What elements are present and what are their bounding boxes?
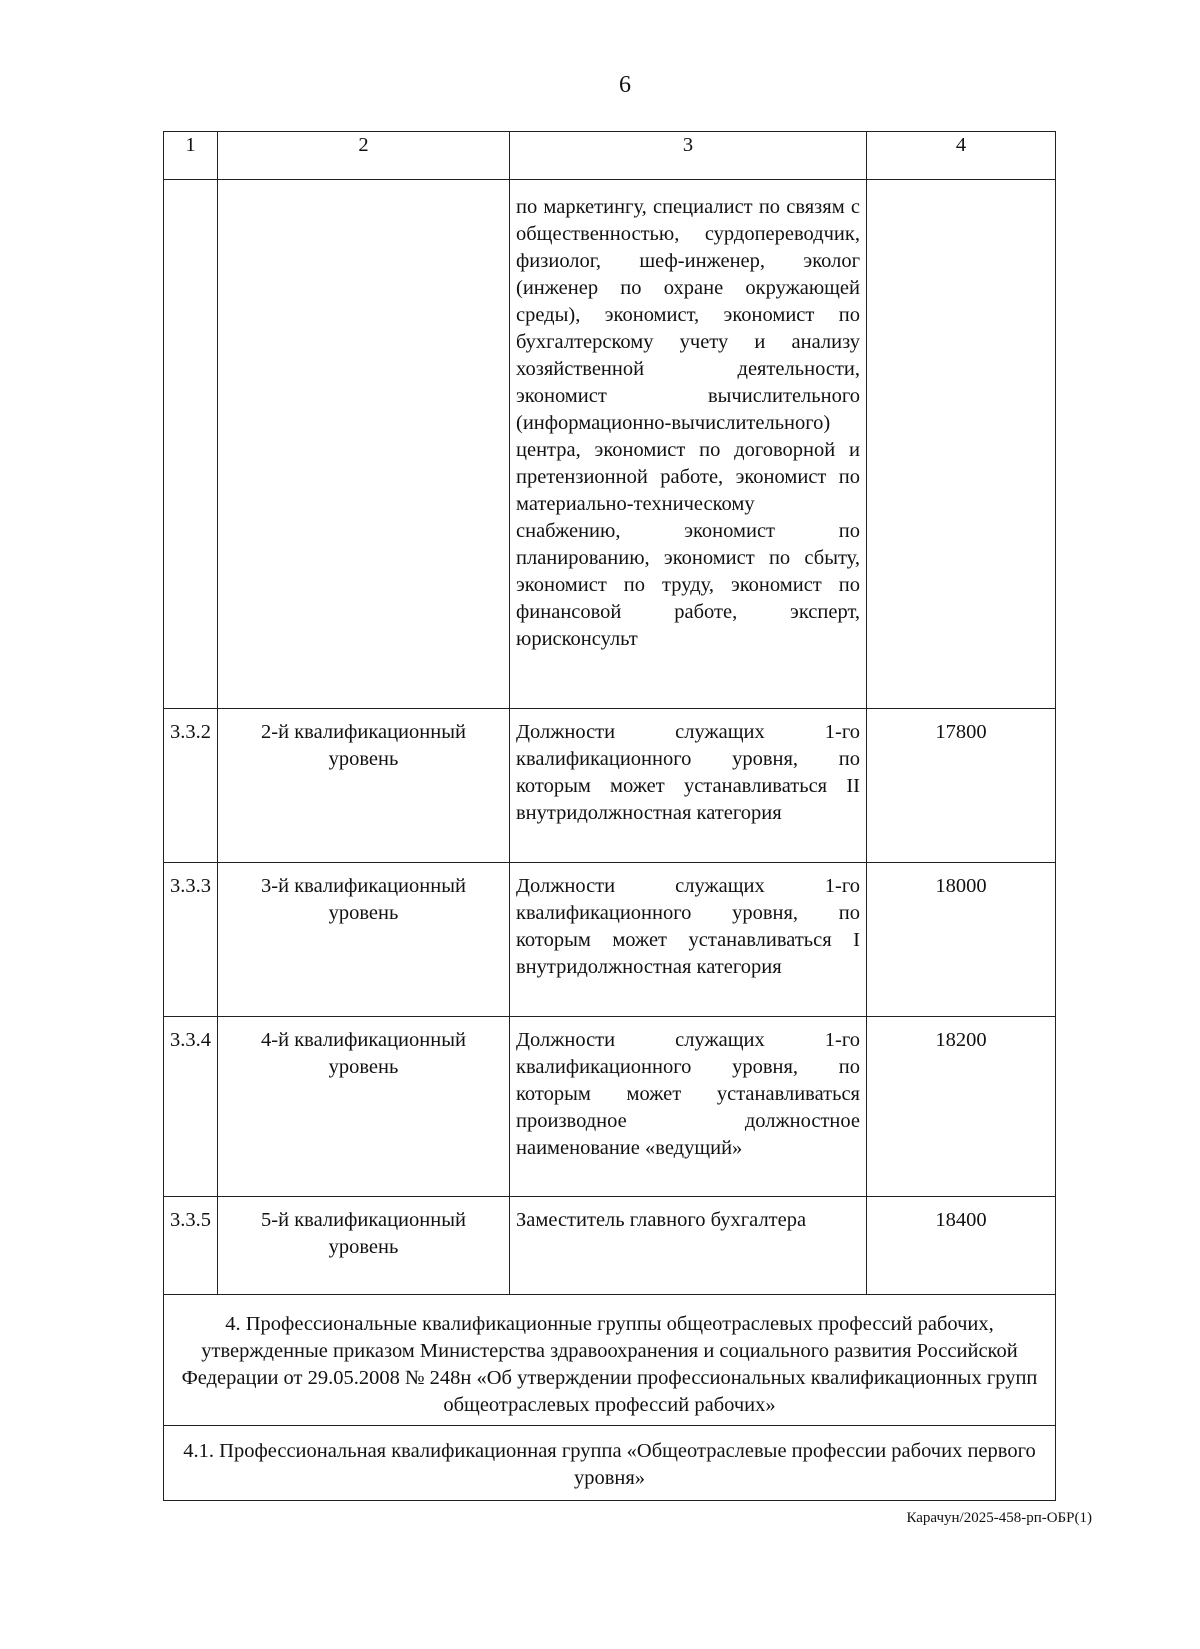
positions-text: Заместитель главного бухгалтера (510, 1197, 867, 1295)
row-number: 3.3.4 (164, 1017, 218, 1197)
qualification-level: 5-й квалификационный уровень (218, 1197, 510, 1295)
document-code: Карачун/2025-458-рп-ОБР(1) (906, 1510, 1092, 1526)
section-title: 4. Профессиональные квалификационные группы общеотраслевых профессий рабочих, утвержденные приказом Министерства здравоохранения и социального развития Российской Федерации от 29.05.2008 № 248н «Об утверждении профессиональных квалификационных групп общеотраслевых профессий рабочих» (164, 1295, 1056, 1426)
subsection-title: 4.1. Профессиональная квалификационная группа «Общеотраслевые профессии рабочих первого уровня» (164, 1426, 1056, 1501)
table-row (164, 709, 1056, 863)
table-row-continuation (164, 180, 1056, 709)
row-number: 3.3.3 (164, 863, 218, 1017)
page-number: 6 (619, 72, 631, 98)
positions-text: Должности служащих 1-го квалификационного уровня, по которым может устанавливаться I внутридолжностная категория (510, 863, 867, 1017)
positions-text: Должности служащих 1-го квалификационного уровня, по которым может устанавливаться II внутридолжностная категория (510, 709, 867, 863)
salary-value: 18200 (867, 1017, 1056, 1197)
section-row (164, 1295, 1056, 1426)
subsection-row (164, 1426, 1056, 1501)
table-row (164, 1017, 1056, 1197)
header-cell-2: 2 (218, 132, 510, 180)
table-row (164, 863, 1056, 1017)
qualification-level: 2-й квалификационный уровень (218, 709, 510, 863)
qualification-level: 4-й квалификационный уровень (218, 1017, 510, 1197)
row-number: 3.3.5 (164, 1197, 218, 1295)
table-row (164, 1197, 1056, 1295)
table-header-row (164, 132, 1056, 180)
salary-value: 18400 (867, 1197, 1056, 1295)
header-cell-1: 1 (164, 132, 218, 180)
qualification-level: 3-й квалификационный уровень (218, 863, 510, 1017)
positions-text: Должности служащих 1-го квалификационного уровня, по которым может устанавливаться производное должностное наименование «ведущий» (510, 1017, 867, 1197)
header-cell-3: 3 (510, 132, 867, 180)
salary-value: 17800 (867, 709, 1056, 863)
salary-table (163, 131, 1056, 1501)
salary-value: 18000 (867, 863, 1056, 1017)
continuation-positions-text: по маркетингу, специалист по связям с общественностью, сурдопереводчик, физиолог, шеф-инженер, эколог (инженер по охране окружающей среды), экономист, экономист по бухгалтерскому учету и анализу хозяйственной деятельности, экономист вычислительного (информационно-вычислительного) центра, экономист по договорной и претензионной работе, экономист по материально-техническому снабжению, экономист по планированию, экономист по сбыту, экономист по труду, экономист по финансовой работе, эксперт, юрисконсульт (510, 180, 867, 709)
header-cell-4: 4 (867, 132, 1056, 180)
row-number: 3.3.2 (164, 709, 218, 863)
